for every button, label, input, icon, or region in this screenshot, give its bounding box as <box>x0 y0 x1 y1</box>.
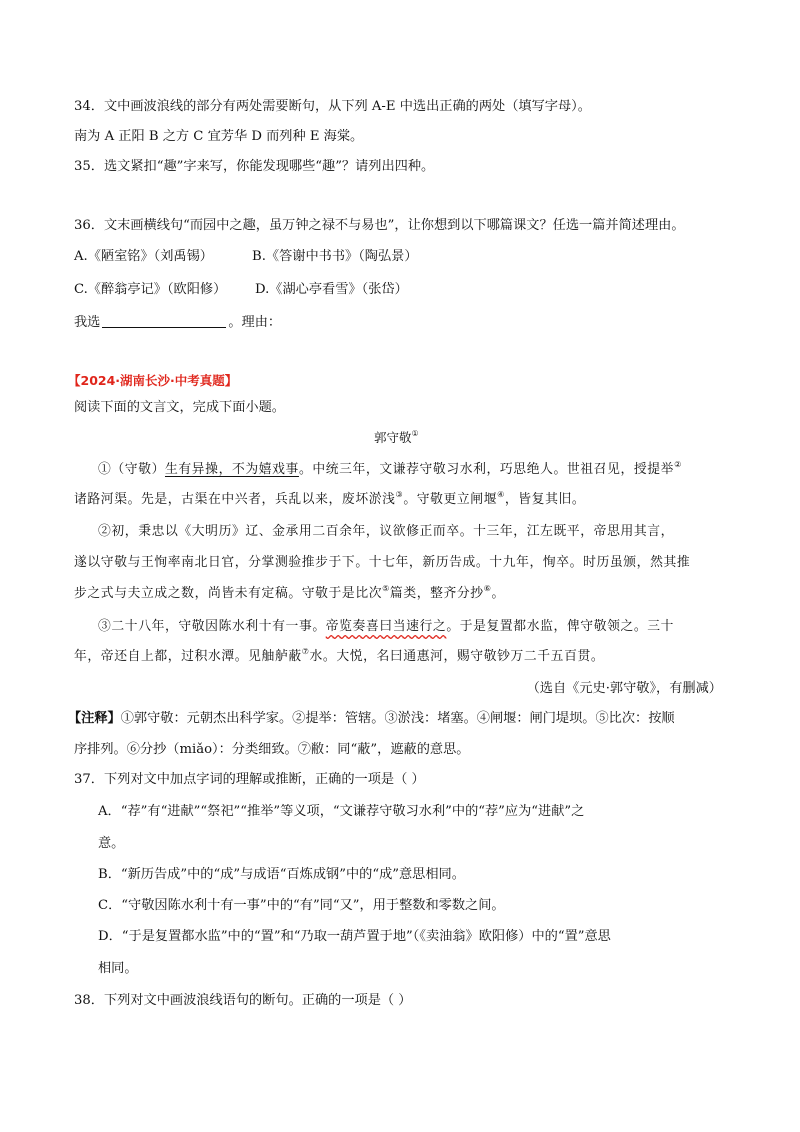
note-mark-6: ⑥ <box>483 584 492 593</box>
note-mark-3: ③ <box>395 490 404 499</box>
notes-text-1: ①郭守敬：元朝杰出科学家。②提举：管辖。③淤浅：堵塞。④闸堰：闸门堤坝。⑤比次：按顺 <box>120 711 675 726</box>
answer-blank[interactable] <box>102 313 226 328</box>
p1-lead: ①（守敬） <box>98 462 165 477</box>
passage-p3-line1 <box>98 618 674 636</box>
section-tag: 【2024·湖南长沙·中考真题】 <box>68 373 238 388</box>
p3-line2-text-b: 水。大悦，名曰通惠河，赐守敬钞万二千五百贯。 <box>309 649 605 664</box>
question-36-answer-line <box>74 313 281 332</box>
question-34-stem: 34．文中画波浪线的部分有两处需要断句，从下列 A-E 中选出正确的两处（填写字母）。 <box>74 99 591 114</box>
question-38-stem: 38．下列对文中画波浪线语句的断句。正确的一项是（ ） <box>74 993 412 1008</box>
note-mark-7: ⑦ <box>301 647 310 656</box>
passage-title-note: ① <box>411 429 419 438</box>
question-36-stem: 36．文末画横线句“而园中之趣，虽万钟之禄不与易也”，让你想到以下哪篇课文？任选一篇并简述理由。 <box>74 218 685 233</box>
question-36-option-a: A.《陋室铭》（刘禹锡） <box>74 249 213 264</box>
p1-line2-text: 诸路河渠。先是，古渠在中兴者，兵乱以来，废坏淤浅 <box>74 492 396 507</box>
passage-source: （选自《元史·郭守敬》，有删减） <box>526 681 722 696</box>
passage-p1-line2 <box>74 491 585 509</box>
passage-p2-line2: 遂以守敬与王恂率南北日官，分掌测验推步于下。十七年，新历告成。十九年，恂卒。时历虽颁，然其推 <box>74 555 691 570</box>
passage-p1-line1 <box>98 461 682 479</box>
note-mark-4: ④ <box>497 490 505 499</box>
p2-line3-text: 步之式与夫立成之数，尚皆未有定稿。守敬于是比次 <box>74 586 383 601</box>
passage-p2-line3 <box>74 585 505 603</box>
notes-line2: 序排列。⑥分抄（miǎo）：分类细致。⑦敝：同“蔽”，遮蔽的意思。 <box>74 742 470 757</box>
question-37-option-d-line1: D．“于是复置都水监”中的“置”和“乃取一葫芦置于地”（《卖油翁》欧阳修）中的“置”意思 <box>98 929 611 944</box>
notes-line1 <box>68 710 675 728</box>
question-36-option-b: B.《答谢中书书》（陶弘景） <box>252 249 418 264</box>
passage-title-text: 郭守敬 <box>374 430 412 445</box>
p3-line2-text: 年，帝还自上都，过积水潭。见舳舻蔽 <box>74 649 302 664</box>
p3-rest: 。于是复置都水监，俾守敬领之。三十 <box>446 619 675 634</box>
question-36-option-c: C.《醉翁亭记》（欧阳修） <box>74 282 227 297</box>
passage-p2-line1: ②初，秉忠以《大明历》辽、金承用二百余年，议欲修正而卒。十三年，江左既平，帝思用其言， <box>98 524 675 539</box>
p3-lead: ③二十八年，守敬因陈水利十有一事。 <box>98 619 326 634</box>
p1-line2-text-c: ，皆复其旧。 <box>504 492 586 507</box>
question-35: 35．选文紧扣“趣”字来写，你能发现哪些“趣”？请列出四种。 <box>74 159 435 174</box>
p2-line3-text-c: 。 <box>491 586 505 601</box>
question-37-option-c: C．“守敬因陈水利十有一事”中的“有”同“又”，用于整数和零数之间。 <box>98 898 505 913</box>
p3-wavy-sentence: 帝览奏喜曰当速行之 <box>325 619 447 634</box>
choose-suffix: 。理由： <box>228 315 282 330</box>
note-mark-5: ⑤ <box>382 584 390 593</box>
question-36-option-d: D.《湖心亭看雪》（张岱） <box>255 282 408 297</box>
p1-underlined-sentence: 生有异操，不为嬉戏事 <box>164 462 299 477</box>
choose-prefix: 我选 <box>74 315 101 330</box>
note-mark-2: ② <box>674 460 682 469</box>
question-37-stem: 37．下列对文中加点字词的理解或推断，正确的一项是（ ） <box>74 772 425 787</box>
question-34-options: 南为 A 正阳 B 之方 C 宜芳华 D 而列种 E 海棠。 <box>74 129 364 144</box>
question-37-option-a-line2: 意。 <box>98 836 125 851</box>
p1-line2-text-b: 。守敬更立闸堰 <box>403 492 498 507</box>
reading-instruction: 阅读下面的文言文，完成下面小题。 <box>74 400 285 415</box>
question-37-option-b: B．“新历告成”中的“成”与成语“百炼成钢”中的“成”意思相同。 <box>98 867 465 882</box>
question-37-option-a-line1: A．“荐”有“进献”“祭祀”“推举”等义项，“文谦荐守敬习水利”中的“荐”应为“进献”之 <box>98 804 585 819</box>
p2-line3-text-b: 篇类，整齐分抄 <box>389 586 484 601</box>
notes-label: 【注释】 <box>68 711 121 726</box>
question-37-option-d-line2: 相同。 <box>98 961 138 976</box>
passage-title <box>374 429 419 447</box>
p1-rest: 。中统三年，文谦荐守敬习水利，巧思绝人。世祖召见，授提举 <box>298 462 675 477</box>
passage-p3-line2 <box>74 648 604 666</box>
